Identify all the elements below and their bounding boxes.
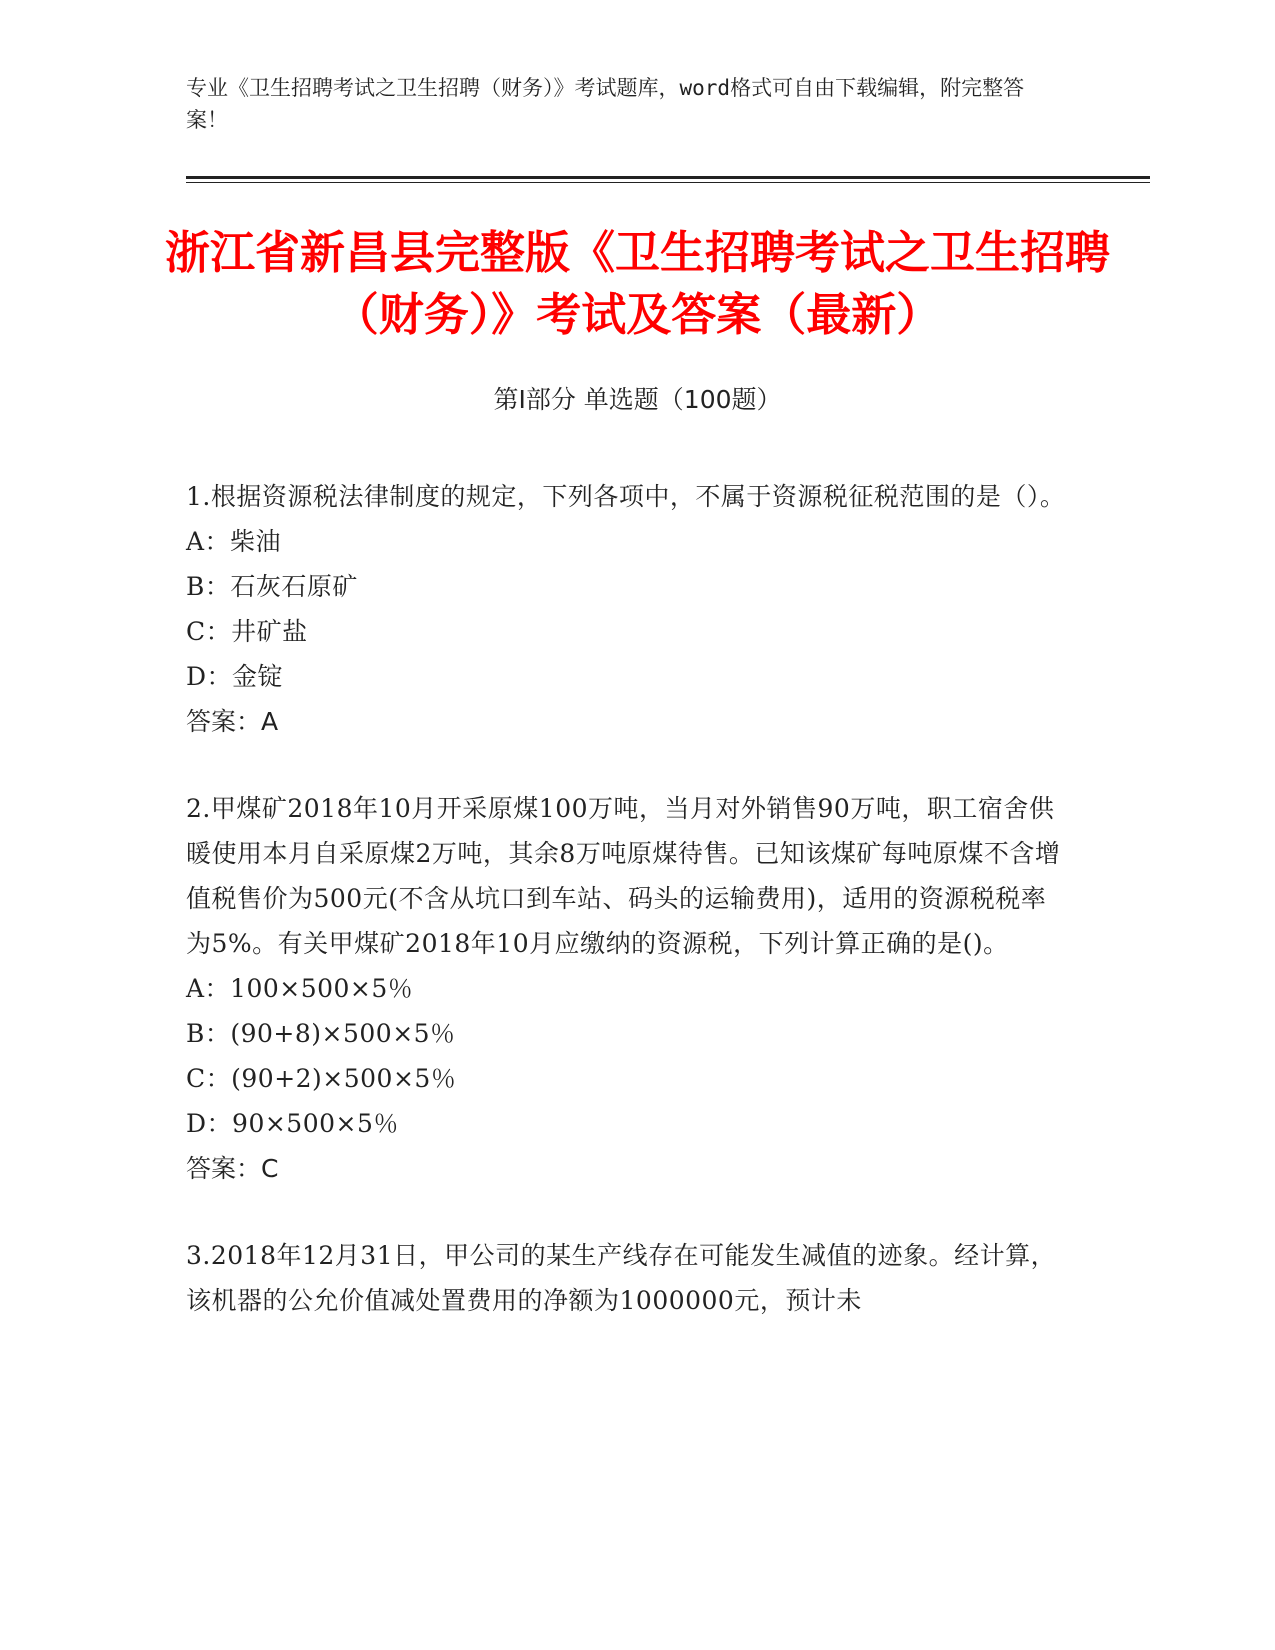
question-stem: 3.2018年12月31日，甲公司的某生产线存在可能发生减值的迹象。经计算，该机器的公允价值减处置费用的净额为1000000元，预计未 (186, 1241, 1057, 1315)
header-note: 专业《卫生招聘考试之卫生招聘（财务）》考试题库，word格式可自由下载编辑，附完整答案！ (186, 76, 1025, 132)
option-d: D：90×500×5％ (186, 1109, 399, 1138)
option-a: A：100×500×5％ (186, 974, 414, 1003)
document-title: 浙江省新昌县完整版《卫生招聘考试之卫生招聘（财务）》考试及答案（最新） (164, 226, 1110, 341)
option-b: B：石灰石原矿 (186, 572, 358, 601)
option-b: B：(90+8)×500×5％ (186, 1019, 456, 1048)
question-list (186, 474, 1066, 1365)
question-2 (186, 786, 1066, 1191)
section-heading: 第Ⅰ部分 单选题（100题） (493, 385, 782, 414)
answer-line: 答案：C (186, 1154, 279, 1183)
option-c: C：(90+2)×500×5％ (186, 1064, 457, 1093)
option-d: D：金锭 (186, 662, 284, 691)
header-divider-thin (186, 182, 1150, 183)
option-c: C：井矿盐 (186, 617, 308, 646)
option-a: A：柴油 (186, 527, 282, 556)
question-3 (186, 1233, 1066, 1323)
answer-line: 答案：A (186, 707, 279, 736)
question-stem: 2.甲煤矿2018年10月开采原煤100万吨，当月对外销售90万吨，职工宿舍供暖使用本月自采原煤2万吨，其余8万吨原煤待售。已知该煤矿每吨原煤不含增值税售价为500元(不含从坑口到车站、码头的运输费用)，适用的资源税税率为5%。有关甲煤矿2018年10月应缴纳的资源税，下列计算正确的是()。 (186, 794, 1061, 958)
question-stem: 1.根据资源税法律制度的规定，下列各项中，不属于资源税征税范围的是（）。 (186, 482, 1066, 511)
question-1 (186, 474, 1066, 744)
header-divider (186, 176, 1150, 179)
